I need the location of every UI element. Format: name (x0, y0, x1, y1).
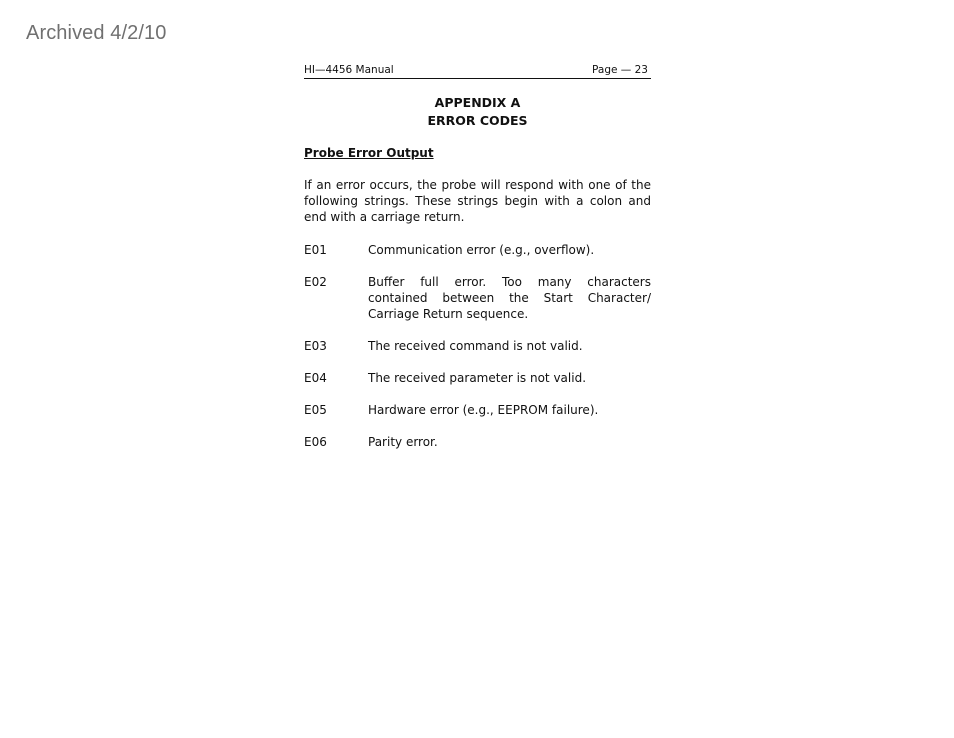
error-description: Hardware error (e.g., EEPROM failure). (368, 403, 599, 418)
error-code-list (304, 242, 651, 451)
appendix-title: APPENDIX A (434, 95, 521, 110)
error-code: E06 (304, 435, 327, 450)
error-description: Buffer full error. Too many characters contained between the Start Character/ Carriage Return sequence. (368, 274, 651, 322)
manual-page (304, 64, 651, 466)
intro-paragraph: If an error occurs, the probe will respond with one of the following strings. These strings begin with a colon and end with a carriage return. (304, 178, 651, 225)
error-code: E05 (304, 403, 327, 418)
section-title: Probe Error Output (304, 146, 434, 160)
error-code: E03 (304, 339, 327, 354)
error-code-row (304, 242, 651, 258)
page-number: Page — 23 (592, 64, 648, 76)
error-code-row (304, 338, 651, 354)
error-description: Communication error (e.g., overflow). (368, 242, 595, 257)
error-description: Parity error. (368, 435, 438, 450)
error-code: E02 (304, 274, 327, 289)
error-code-row (304, 434, 651, 450)
running-header (304, 64, 651, 79)
error-description: The received parameter is not valid. (368, 371, 587, 386)
manual-title: HI—4456 Manual (304, 64, 394, 76)
error-code-row (304, 274, 651, 323)
appendix-subtitle: ERROR CODES (427, 113, 528, 128)
error-code-row (304, 402, 651, 418)
appendix-heading (304, 94, 651, 130)
error-code: E04 (304, 371, 327, 386)
error-code: E01 (304, 242, 327, 257)
error-code-row (304, 370, 651, 386)
archived-watermark: Archived 4/2/10 (26, 22, 167, 44)
error-description: The received command is not valid. (368, 339, 583, 354)
